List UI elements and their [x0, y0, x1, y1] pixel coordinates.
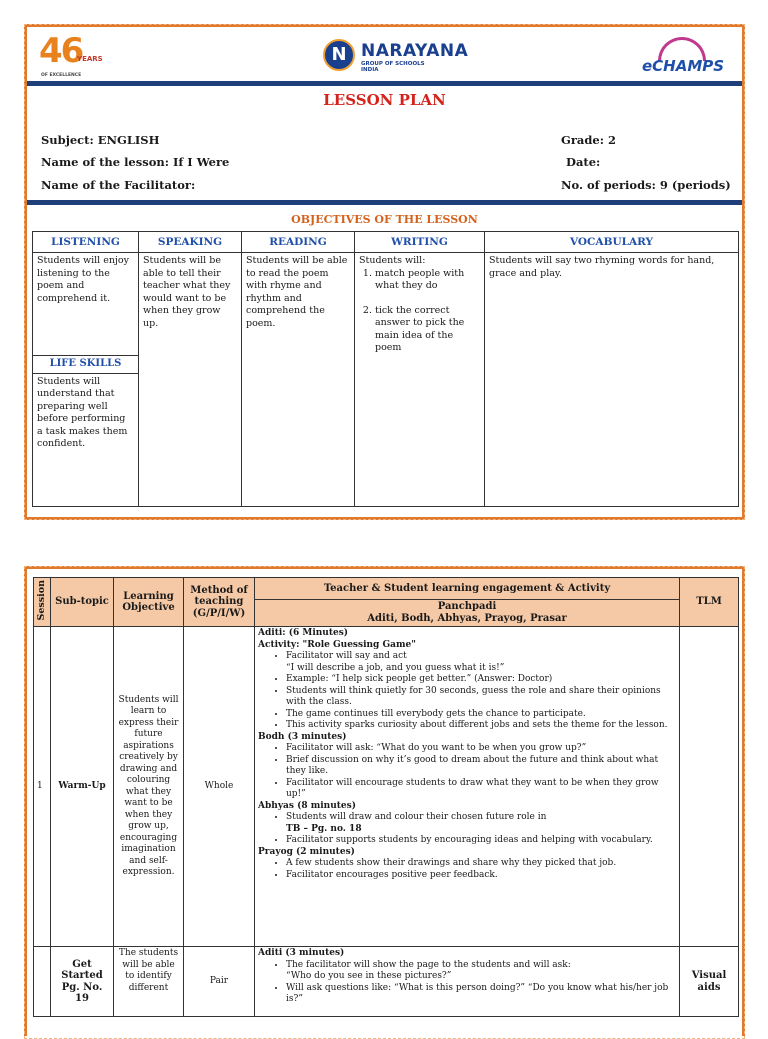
- textbook-page-ref: TB – Pg. no. 18: [286, 823, 362, 834]
- panchpadi-header: Panchpadi Aditi, Bodh, Abhyas, Prayog, Prasar: [255, 600, 680, 627]
- lesson-name-label: Name of the lesson: If I Were: [41, 155, 230, 169]
- activity-title: Activity: "Role Guessing Game": [258, 639, 416, 650]
- objective-row1: Students will learn to express their future aspirations creatively by drawing and colouring what they want to be when they grow up, encouraging imagination and self-expression.: [114, 627, 184, 947]
- reading-text: Students will be able to read the poem with rhyme and rhythm and comprehend the poem.: [242, 253, 355, 507]
- list-item: • Will ask questions like: “What is this person doing?” “Do you know what his/her job is?”: [286, 983, 676, 1006]
- narayana-logo: [323, 37, 483, 77]
- bodh-list: [258, 743, 676, 801]
- prayog-list: [258, 858, 676, 881]
- periods-label: No. of periods: 9 (periods): [561, 178, 731, 192]
- life-skills-text: Students will understand that preparing well before performing a task makes them confident.: [37, 375, 128, 449]
- anniversary-years: YEARS: [77, 55, 103, 63]
- lesson-activity-section: [24, 566, 745, 1036]
- list-item: • Facilitator will ask: “What do you want to be when you grow up?”: [286, 743, 676, 755]
- speaking-text: Students will be able to tell their teacher what they would want to be when they grow up.: [139, 253, 242, 507]
- listening-header: LISTENING: [33, 232, 139, 253]
- subject-label: Subject: ENGLISH: [41, 133, 160, 147]
- narayana-emblem-icon: N: [323, 39, 355, 71]
- subtopic-warm-up: Warm-Up: [51, 627, 114, 947]
- prayog-title: Prayog (2 minutes): [258, 846, 355, 857]
- anniversary-tagline: OF EXCELLENCE: [41, 73, 82, 78]
- aditi-title: Aditi: (6 Minutes): [258, 628, 349, 638]
- aditi-list: [258, 651, 676, 732]
- session-number: [34, 947, 51, 1017]
- list-item: • Students will draw and colour their chosen future role in TB – Pg. no. 18: [286, 812, 676, 835]
- list-item: • A few students show their drawings and share why they picked that job.: [286, 858, 676, 870]
- writing-intro: Students will:: [359, 255, 426, 266]
- listening-cell: [33, 253, 139, 507]
- bodh-title: Bodh (3 minutes): [258, 731, 347, 742]
- echamps-logo: [642, 37, 724, 77]
- tlm-row1: [680, 627, 739, 947]
- header-logos: [27, 27, 742, 83]
- list-item: • Facilitator encourages positive peer feedback.: [286, 870, 676, 882]
- panchpadi-stages: Aditi, Bodh, Abhyas, Prayog, Prasar: [367, 613, 567, 624]
- anniversary-number: 46: [39, 31, 83, 71]
- activity-table: [33, 577, 739, 1017]
- abhyas-list: [258, 812, 676, 847]
- facilitator-label: Name of the Facilitator:: [41, 178, 196, 192]
- brand-subtitle: GROUP OF SCHOOLS INDIA: [361, 61, 425, 73]
- list-item: • Example: “I help sick people get better.” (Answer: Doctor): [286, 674, 676, 686]
- list-item: • Students will think quietly for 30 seconds, guess the role and share their opinions with the class.: [286, 686, 676, 709]
- objective-header: Learning Objective: [114, 578, 184, 627]
- list-item: • This activity sparks curiosity about different jobs and sets the theme for the lesson.: [286, 720, 676, 732]
- tlm-row2: Visual aids: [680, 947, 739, 1017]
- session-number: 1: [34, 627, 51, 947]
- reading-header: READING: [242, 232, 355, 253]
- abhyas-title: Abhyas (8 minutes): [258, 800, 356, 811]
- method-header: Method of teaching (G/P/I/W): [184, 578, 255, 627]
- date-label: Date:: [566, 155, 601, 169]
- brand-name: NARAYANA: [361, 41, 469, 61]
- session-header: Session: [34, 578, 51, 627]
- engagement-header: Teacher & Student learning engagement & Activity: [255, 578, 680, 600]
- writing-item: 2. tick the correct answer to pick the main idea of the poem: [375, 305, 480, 355]
- method-row1: Whole: [184, 627, 255, 947]
- writing-header: WRITING: [355, 232, 485, 253]
- tlm-header: TLM: [680, 578, 739, 627]
- aditi-list: [258, 960, 676, 1006]
- writing-list: [359, 268, 480, 355]
- subtopic-get-started: Get Started Pg. No. 19: [51, 947, 114, 1017]
- writing-item: 1. match people with what they do: [375, 268, 480, 293]
- speaking-header: SPEAKING: [139, 232, 242, 253]
- vocabulary-text: Students will say two rhyming words for hand, grace and play.: [485, 253, 739, 507]
- list-item: • Facilitator supports students by encouraging ideas and helping with vocabulary.: [286, 835, 676, 847]
- list-item: • Brief discussion on why it’s good to dream about the future and think about what they like.: [286, 755, 676, 778]
- meta-divider: [27, 200, 742, 205]
- activity-row2: [255, 947, 680, 1017]
- method-row2: Pair: [184, 947, 255, 1017]
- header-divider: [27, 81, 742, 86]
- objective-row2: The students will be able to identify different: [114, 947, 184, 1017]
- echamps-wordmark: eCHAMPS: [642, 57, 725, 75]
- list-item: • The game continues till everybody gets the chance to participate.: [286, 709, 676, 721]
- grade-label: Grade: 2: [561, 133, 616, 147]
- list-item: • The facilitator will show the page to the students and will ask: “Who do you see in these pictures?”: [286, 960, 676, 983]
- aditi-title: Aditi (3 minutes): [258, 948, 345, 958]
- objectives-heading: OBJECTIVES OF THE LESSON: [291, 213, 478, 226]
- anniversary-logo: [39, 33, 109, 79]
- subtopic-header: Sub-topic: [51, 578, 114, 627]
- writing-cell: [355, 253, 485, 507]
- list-item: • Facilitator will say and act “I will describe a job, and you guess what it is!”: [286, 651, 676, 674]
- page-title: LESSON PLAN: [323, 91, 446, 109]
- list-item: • Facilitator will encourage students to draw what they want to be when they grow up!”: [286, 778, 676, 801]
- lesson-plan-header-section: [24, 24, 745, 520]
- listening-text: Students will enjoy listening to the poem and comprehend it.: [37, 255, 130, 304]
- activity-row1: [255, 627, 680, 947]
- objectives-table: [32, 231, 739, 507]
- life-skills-header: LIFE SKILLS: [33, 355, 138, 374]
- vocabulary-header: VOCABULARY: [485, 232, 739, 253]
